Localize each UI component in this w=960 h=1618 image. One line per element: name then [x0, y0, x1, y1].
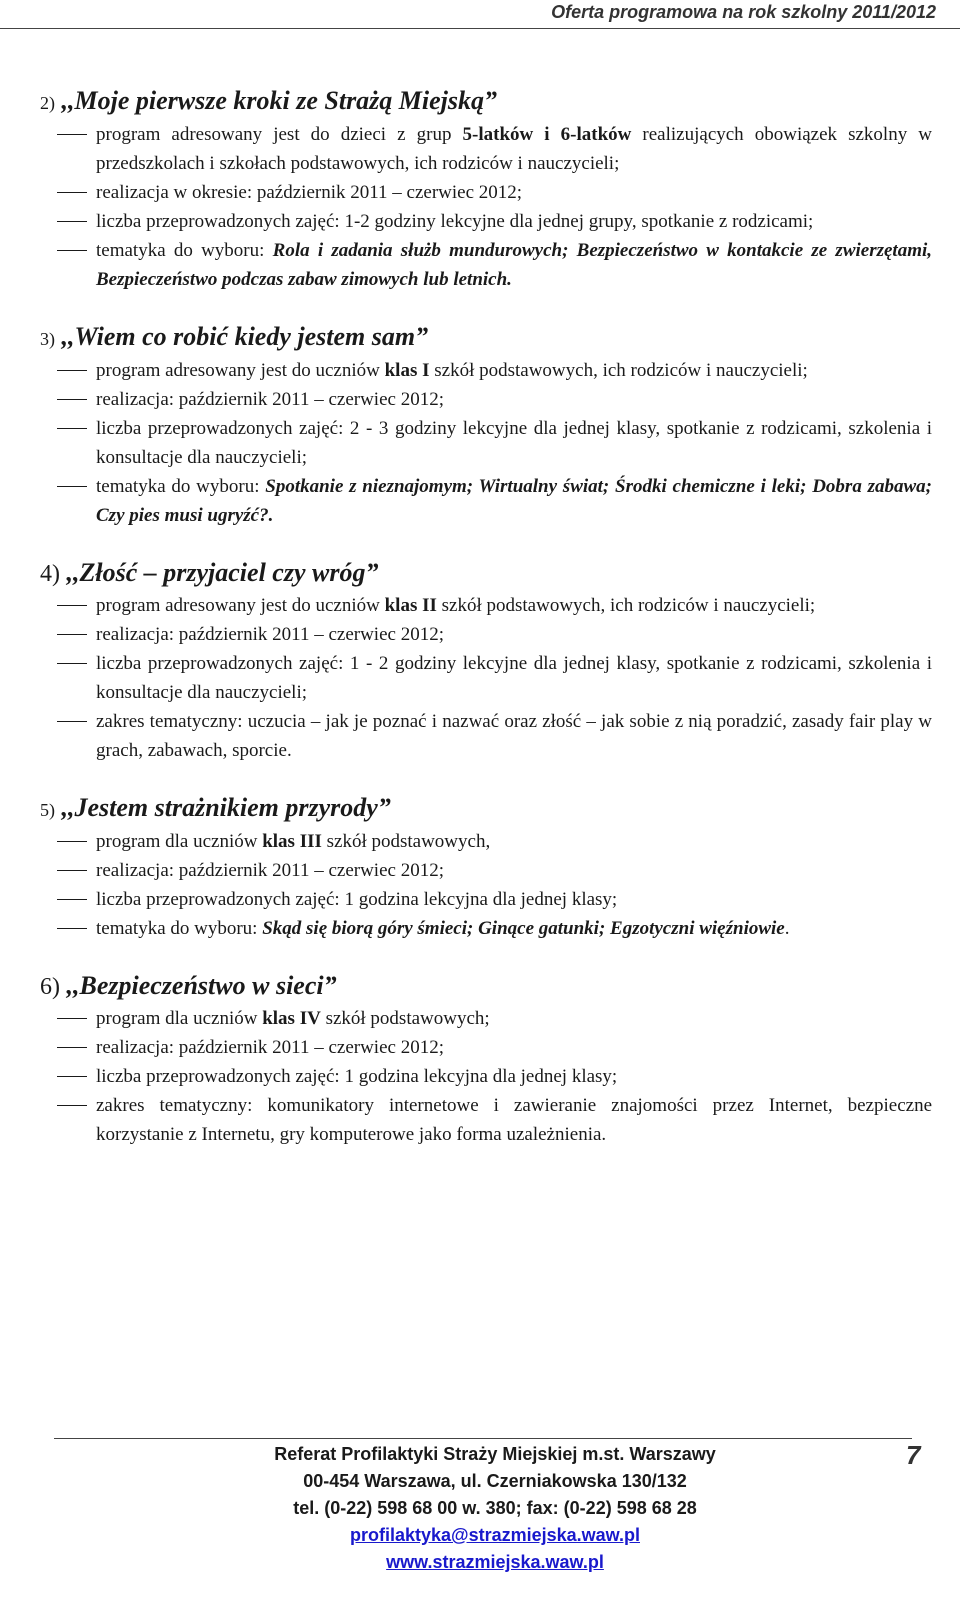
- program-section: [40, 84, 932, 294]
- section-number: 3): [40, 329, 55, 349]
- page-number: 7: [906, 1440, 921, 1470]
- section-title: ,,Jestem strażnikiem przyrody”: [61, 793, 391, 822]
- dash-bullet-icon: [57, 870, 87, 871]
- dash-bullet-icon: [57, 663, 87, 664]
- list-item: liczba przeprowadzonych zajęć: 1-2 godziny lekcyjne dla jednej grupy, spotkanie z rodzicami;: [40, 207, 932, 236]
- dash-bullet-icon: [57, 841, 87, 842]
- dash-bullet-icon: [57, 428, 87, 429]
- dash-bullet-icon: [57, 486, 87, 487]
- section-title: ,,Wiem co robić kiedy jestem sam”: [61, 322, 429, 351]
- list-item: program adresowany jest do uczniów klas II szkół podstawowych, ich rodziców i nauczycieli;: [40, 591, 932, 620]
- dash-bullet-icon: [57, 634, 87, 635]
- dash-bullet-icon: [57, 928, 87, 929]
- bullet-list: [40, 356, 932, 530]
- list-item: tematyka do wyboru: Skąd się biorą góry śmieci; Ginące gatunki; Egzotyczni więźniowie.: [40, 914, 932, 943]
- dash-bullet-icon: [57, 192, 87, 193]
- section-heading: [40, 84, 932, 120]
- dash-bullet-icon: [57, 250, 87, 251]
- footer-address: 00-454 Warszawa, ul. Czerniakowska 130/132: [303, 1471, 687, 1491]
- list-item: tematyka do wyboru: Spotkanie z nieznajomym; Wirtualny świat; Środki chemiczne i leki; Dobra zabawa; Czy pies musi ugryźć?.: [40, 472, 932, 530]
- list-item: liczba przeprowadzonych zajęć: 1 godzina lekcyjna dla jednej klasy;: [40, 1062, 932, 1091]
- section-title: ,,Złość – przyjaciel czy wróg”: [66, 558, 379, 587]
- section-number: 2): [40, 93, 55, 113]
- dash-bullet-icon: [57, 1018, 87, 1019]
- section-title: ,,Moje pierwsze kroki ze Strażą Miejską”: [61, 86, 498, 115]
- bullet-list: [40, 1004, 932, 1149]
- dash-bullet-icon: [57, 399, 87, 400]
- dash-bullet-icon: [57, 1105, 87, 1106]
- document-body: [40, 84, 932, 1175]
- program-section: [40, 556, 932, 765]
- list-item: liczba przeprowadzonych zajęć: 2 - 3 godziny lekcyjne dla jednej klasy, spotkanie z rodzicami, szkolenia i konsultacje dla nauczycieli;: [40, 414, 932, 472]
- website-link[interactable]: www.strazmiejska.waw.pl: [386, 1552, 604, 1572]
- footer-divider: [54, 1438, 912, 1439]
- dash-bullet-icon: [57, 134, 87, 135]
- dash-bullet-icon: [57, 1047, 87, 1048]
- program-section: [40, 320, 932, 530]
- dash-bullet-icon: [57, 721, 87, 722]
- section-heading: [40, 556, 932, 591]
- list-item: zakres tematyczny: komunikatory internetowe i zawieranie znajomości przez Internet, bezpieczne korzystanie z Internetu, gry komputerowe jako forma uzależnienia.: [40, 1091, 932, 1149]
- running-header: Oferta programowa na rok szkolny 2011/2012: [551, 2, 936, 22]
- list-item: liczba przeprowadzonych zajęć: 1 - 2 godziny lekcyjne dla jednej klasy, spotkanie z rodzicami, szkolenia i konsultacje dla nauczycieli;: [40, 649, 932, 707]
- list-item: realizacja w okresie: październik 2011 – czerwiec 2012;: [40, 178, 932, 207]
- list-item: realizacja: październik 2011 – czerwiec 2012;: [40, 620, 932, 649]
- email-link[interactable]: profilaktyka@strazmiejska.waw.pl: [349, 1525, 640, 1545]
- list-item: tematyka do wyboru: Rola i zadania służb mundurowych; Bezpieczeństwo w kontakcie ze zwierzętami, Bezpieczeństwo podczas zabaw zimowych lub letnich.: [40, 236, 932, 294]
- section-number: 6): [40, 974, 60, 1000]
- page-footer: [150, 1441, 840, 1576]
- footer-organization: Referat Profilaktyki Straży Miejskiej m.st. Warszawy: [274, 1444, 716, 1464]
- list-item: zakres tematyczny: uczucia – jak je poznać i nazwać oraz złość – jak sobie z nią poradzić, zasady fair play w grach, zabawach, sporcie.: [40, 707, 932, 765]
- list-item: program dla uczniów klas III szkół podstawowych,: [40, 827, 932, 856]
- list-item: program dla uczniów klas IV szkół podstawowych;: [40, 1004, 932, 1033]
- section-heading: [40, 969, 932, 1004]
- list-item: program adresowany jest do dzieci z grup 5-latków i 6-latków realizujących obowiązek szkolny w przedszkolach i szkołach podstawowych, ich rodziców i nauczycieli;: [40, 120, 932, 178]
- program-section: [40, 969, 932, 1149]
- dash-bullet-icon: [57, 1076, 87, 1077]
- section-heading: [40, 791, 932, 827]
- bullet-list: [40, 591, 932, 765]
- section-heading: [40, 320, 932, 356]
- bullet-list: [40, 827, 932, 943]
- dash-bullet-icon: [57, 605, 87, 606]
- list-item: realizacja: październik 2011 – czerwiec 2012;: [40, 856, 932, 885]
- list-item: program adresowany jest do uczniów klas I szkół podstawowych, ich rodziców i nauczycieli;: [40, 356, 932, 385]
- header-divider: [0, 28, 960, 29]
- section-number: 4): [40, 561, 60, 587]
- section-number: 5): [40, 800, 55, 820]
- dash-bullet-icon: [57, 899, 87, 900]
- dash-bullet-icon: [57, 370, 87, 371]
- bullet-list: [40, 120, 932, 294]
- list-item: realizacja: październik 2011 – czerwiec 2012;: [40, 1033, 932, 1062]
- dash-bullet-icon: [57, 221, 87, 222]
- program-section: [40, 791, 932, 943]
- section-title: ,,Bezpieczeństwo w sieci”: [66, 971, 337, 1000]
- list-item: liczba przeprowadzonych zajęć: 1 godzina lekcyjna dla jednej klasy;: [40, 885, 932, 914]
- footer-phone: tel. (0-22) 598 68 00 w. 380; fax: (0-22) 598 68 28: [293, 1498, 697, 1518]
- list-item: realizacja: październik 2011 – czerwiec 2012;: [40, 385, 932, 414]
